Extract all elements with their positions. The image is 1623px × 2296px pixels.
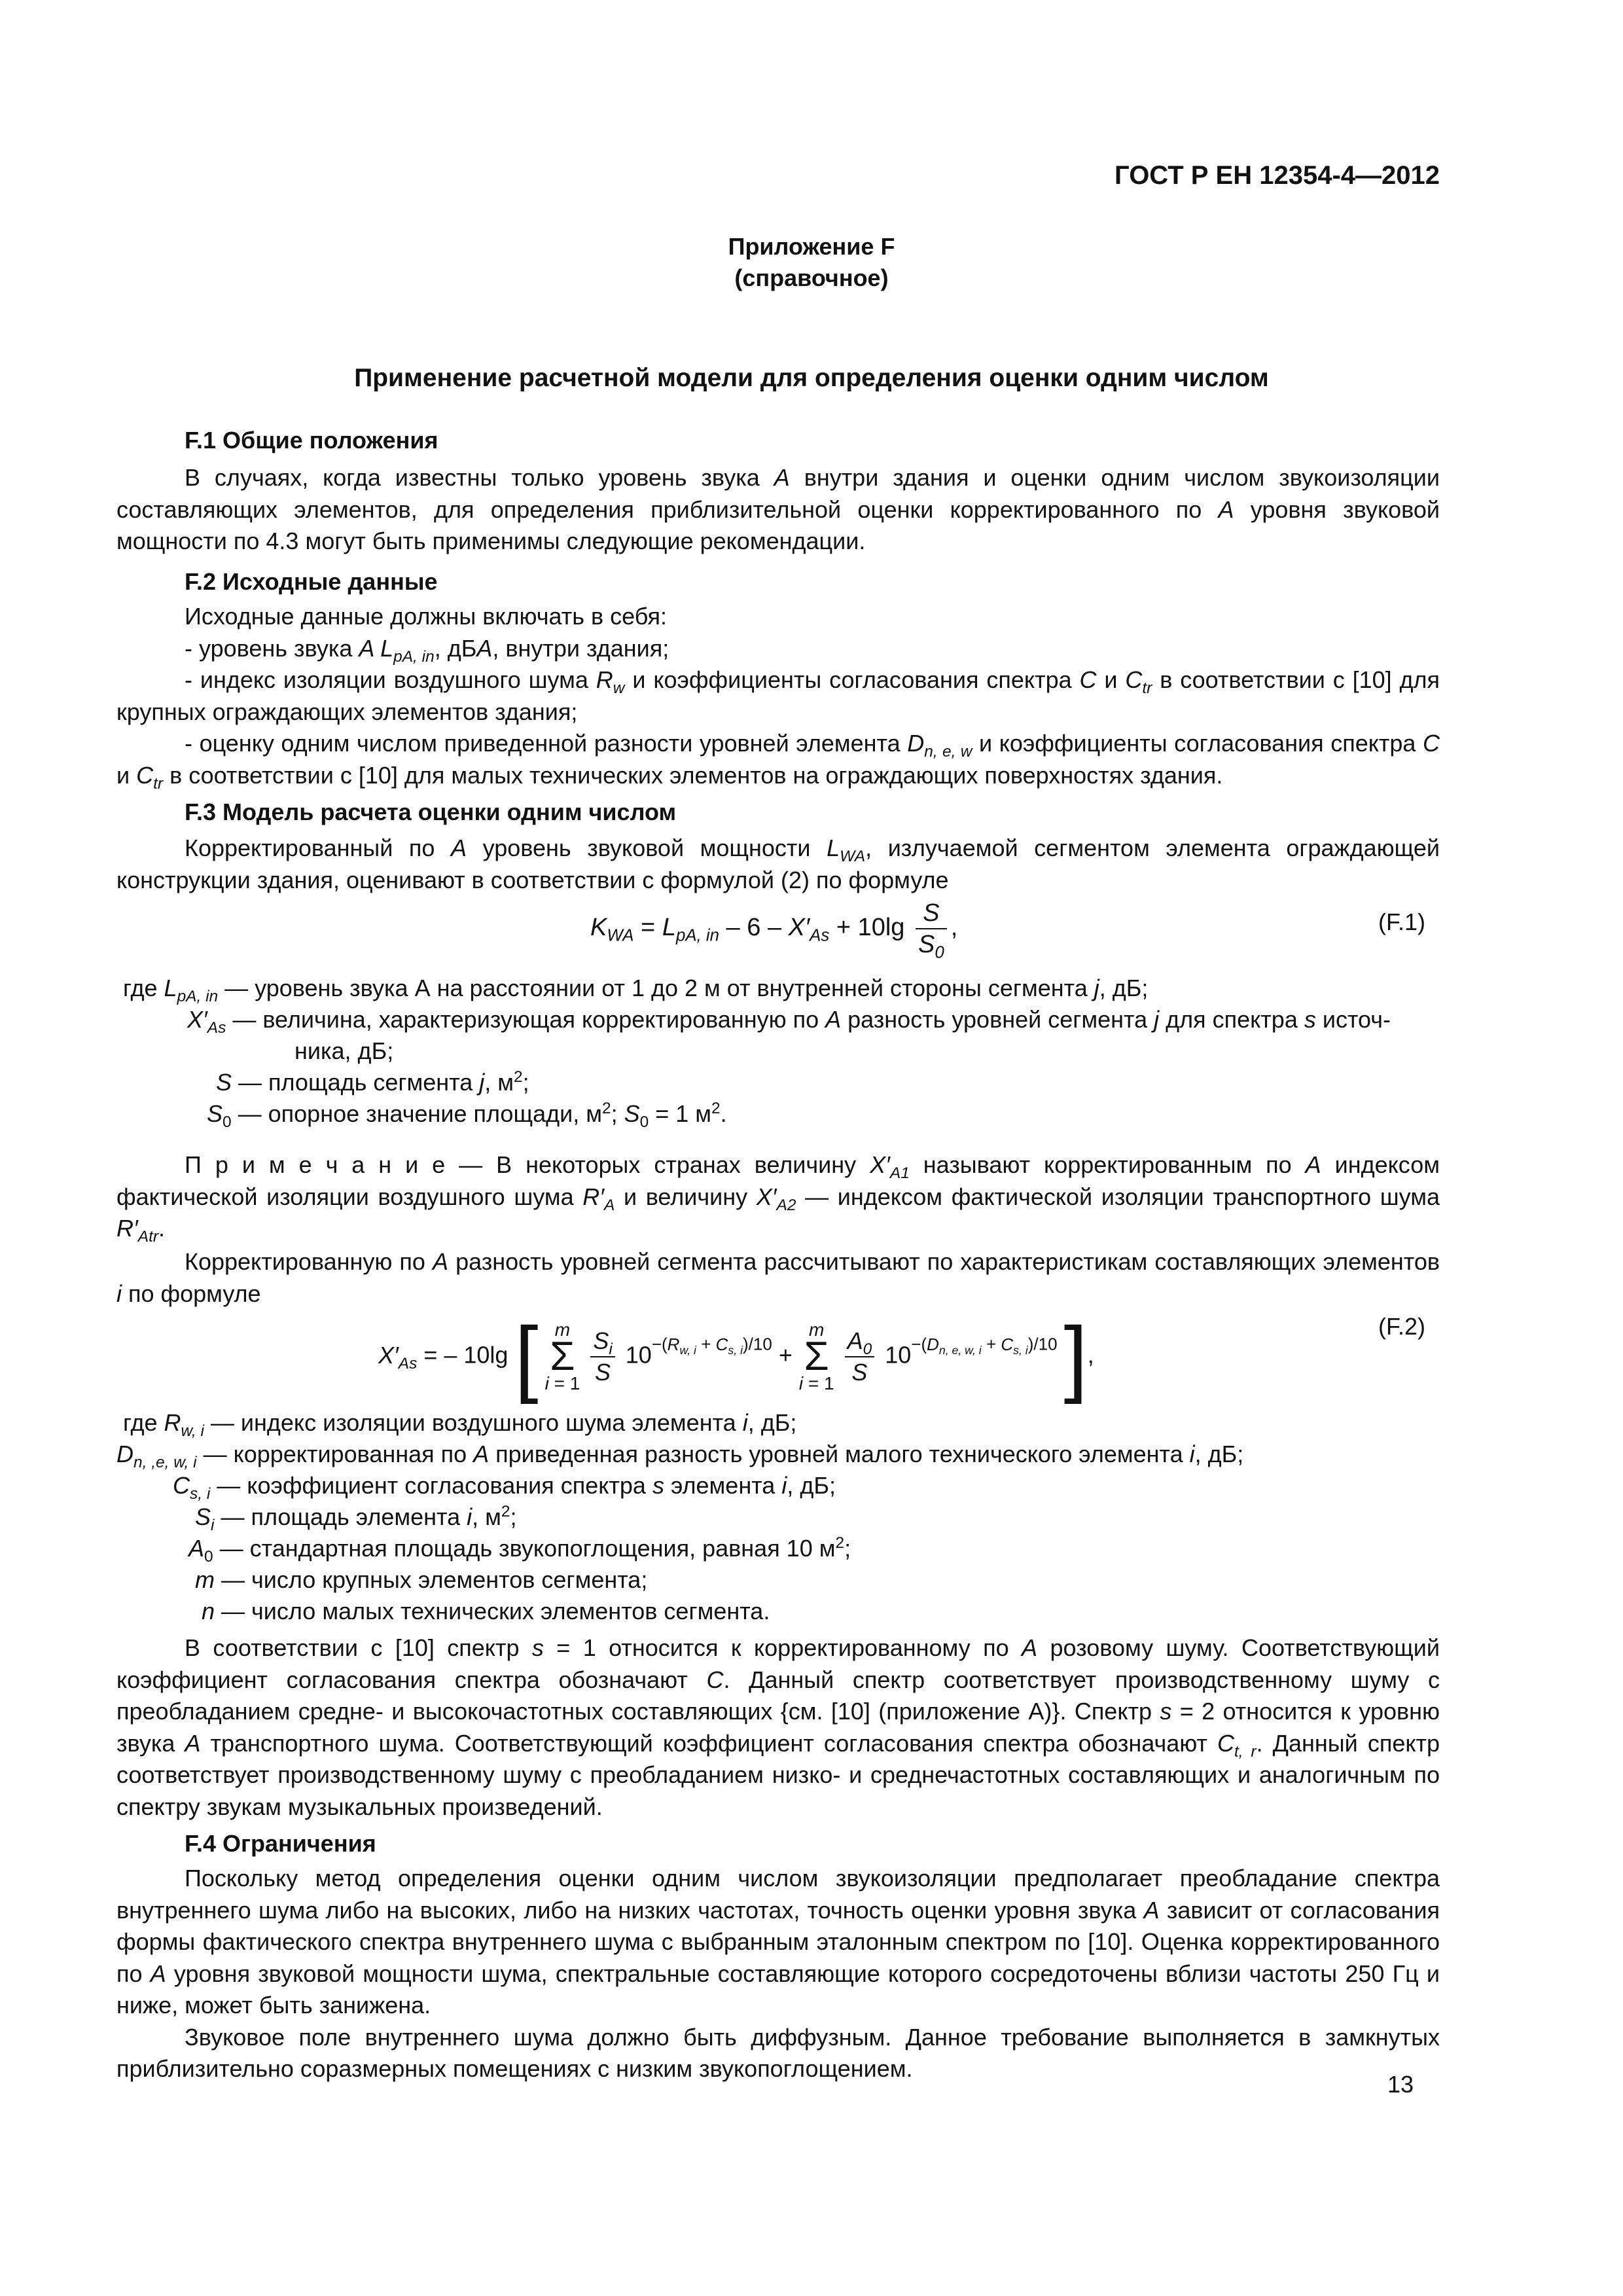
document-header: ГОСТ Р ЕН 12354-4—2012 [1115, 161, 1440, 190]
section-f3-paragraph-1: Корректированный по A уровень звуковой мощности $L_{WA}$, излучаемой сегментом элемента ограждающей конструкции здания, оценивают в соответствии с формулой (2) по формуле [116, 834, 1440, 893]
section-f2-heading: F.2 Исходные данные [185, 568, 438, 595]
formula-f2: $X'_{As}$ = – 10lg [ m Σ i = 1 $\frac{S_i}{S}$ $10^{-(R_{w, i} + C_{s, i})/10} + m$ Σ i = 1 $\frac{A_0}{S}$ $10^{-(D_{n, e, w, i} + C_{s, i})/10}$ ], [378, 1309, 1094, 1405]
section-f3-heading: F.3 Модель расчета оценки одним числом [185, 798, 677, 825]
f2-intro: Исходные данные должны включать в себя: [185, 603, 668, 630]
section-f4-paragraph-2: Звуковое поле внутреннего шума должно быть диффузным. Данное требование выполняется в замкнутых приблизительно соразмерных помещениях с низким звукопоглощением. [116, 2023, 1440, 2082]
page-number: 13 [1387, 2071, 1414, 2098]
appendix-title: Приложение F [728, 233, 895, 260]
formula-f1-number: (F.1) [1378, 908, 1425, 935]
where-list-2: где $R_{w, i}$ — индекс изоляции воздушного шума элемента i, дБ; $D_{n, ,e, w, i}$ — корректированная по A приведенная разность уровней малого технического элемента i, дБ; $C_{s, i}$ — коэффициент согласования спектра s элемента i, дБ; $S_i$ — площадь элемента i, $м^2$; $A_0$ — стандартная площадь звукопоглощения, равная 10 $м^2$; m — число крупных элементов сегмента; n — число малых технических элементов сегмента. [116, 1409, 1244, 1624]
where-list-1: где $L_{pA, in}$ — уровень звука А на расстоянии от 1 до 2 м от внутренней стороны сегмента j, дБ; $X'_{As}$ — величина, характеризующая корректированную по A разность уровней сегмента j для спектра s источ- ника, дБ; S — площадь сегмента j, $м^2$; $S_0$ — опорное значение площади, $м^2$; $S_0 = 1$ $м^2$. [123, 975, 1391, 1132]
section-f3-paragraph-2: Корректированную по A разность уровней сегмента рассчитывают по характеристикам составляющих элементов i по формуле [116, 1248, 1440, 1307]
section-f1-paragraph: В случаях, когда известны только уровень звука A внутри здания и оценки одним числом звукоизоляции составляющих элементов, для определения приблизительной оценки корректированного по A уровня звуковой мощности по 4.3 могут быть применимы следующие рекомендации. [116, 464, 1440, 554]
appendix-type: (справочное) [734, 264, 889, 291]
section-f2-body: Исходные данные должны включать в себя: - уровень звука A $L_{pA, in}$, дБA, внутри здания; - индекс изоляции воздушного шума $R_w$ и коэффициенты согласования спектра C и $C_{tr}$ в соответствии с [10] для крупных ограждающих элементов здания; - оценку одним числом приведенной разности уровней элемента $D_{n, e, w}$ и коэффициенты согласования спектра C и $C_{tr}$ в соответствии с [10] для малых технических элементов на ограждающих поверхностях здания. [116, 601, 1440, 791]
section-f1-heading: F.1 Общие положения [185, 427, 438, 454]
formula-f1: $K_{WA} = L_{pA, in} - 6 - X'_{As} + 10\lg$ $\frac{S}{S_0}$ , [590, 899, 958, 962]
section-f4-body: Поскольку метод определения оценки одним числом звукоизоляции предполагает преобладание спектра внутреннего шума либо на высоких, либо на низких частотах, точность оценки уровня звука A зависит от согласования формы фактического спектра внутреннего шума с выбранным эталонным спектром по [10]. Оценка корректированного по A уровня звуковой мощности шума, спектральные составляющие которого сосредоточены вблизи частоты 250 Гц и ниже, может быть занижена. Звуковое поле внутреннего шума должно быть диффузным. Данное требование выполняется в замкнутых приблизительно соразмерных помещениях с низким звукопоглощением. [116, 1863, 1440, 2085]
page-title: Применение расчетной модели для определения оценки одним числом [354, 364, 1269, 392]
section-f4-heading: F.4 Ограничения [185, 1830, 376, 1857]
formula-f2-number: (F.2) [1378, 1313, 1425, 1340]
section-f3-paragraph-3: В соответствии с [10] спектр s = 1 относится к корректированному по A розовому шуму. Соответствующий коэффициент согласования спектра обозначают C. Данный спектр соответствует производственному шуму с преобладанием средне- и высокочастотных составляющих {см. [10] (приложение A)}. Спектр s = 2 относится к уровню звука A транспортного шума. Соответствующий коэффициент согласования спектра обозначают $C_{t, r}$. Данный спектр соответствует производственному шуму с преобладанием низко- и среднечастотных составляющих и аналогичным по спектру звукам музыкальных произведений. [116, 1634, 1440, 1820]
note: П р и м е ч а н и е — В некоторых странах величину $X'_{A1}$ называют корректированным по A индексом фактической изоляции воздушного шума $R'_A$ и величину $X'_{A2}$ — индексом фактической изоляции транспортного шума $R'_{Atr}$. [116, 1151, 1440, 1246]
